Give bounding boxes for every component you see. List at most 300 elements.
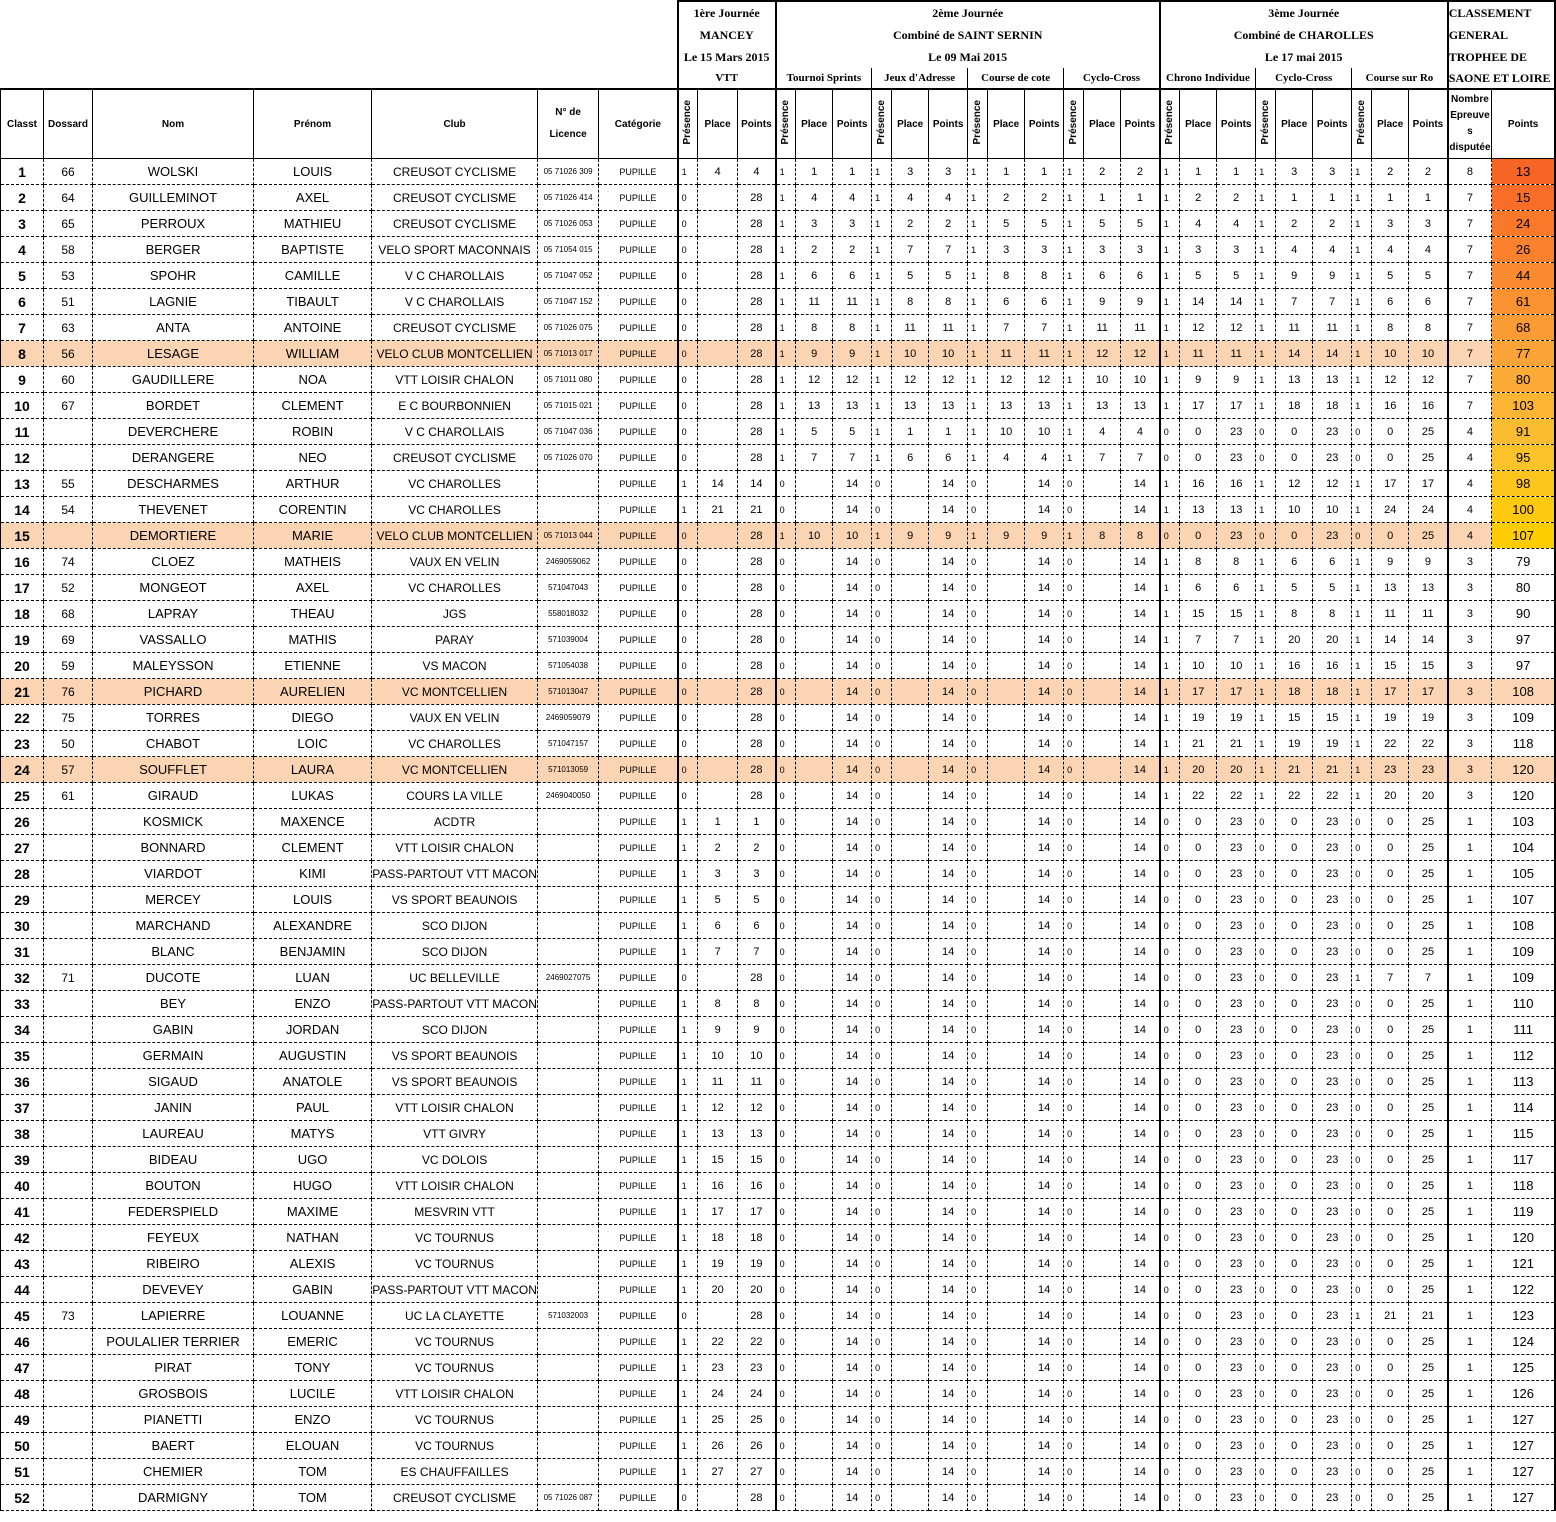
cell-classt: 43 [1, 1251, 44, 1277]
cell-points: 14 [1121, 887, 1160, 913]
cell-presence: 0 [1352, 1277, 1372, 1303]
cell-licence [538, 1251, 599, 1277]
cell-presence: 0 [776, 1017, 796, 1043]
cell-presence: 0 [968, 679, 988, 705]
cell-points: 14 [833, 887, 872, 913]
cell-points: 14 [1121, 1329, 1160, 1355]
cell-place [796, 965, 833, 991]
cell-dossard [44, 1355, 93, 1381]
cell-points: 14 [1121, 1459, 1160, 1485]
col-nombre-line: s [1467, 126, 1473, 137]
cell-points: 23 [1313, 523, 1352, 549]
cell-place [892, 783, 929, 809]
cell-presence: 0 [1064, 1329, 1084, 1355]
cell-presence: 0 [776, 783, 796, 809]
cell-prenom: LOUIS [254, 159, 372, 185]
cell-points: 8 [833, 315, 872, 341]
cell-points: 20 [738, 1277, 776, 1303]
cell-place: 13 [698, 1121, 738, 1147]
cell-dossard: 75 [44, 705, 93, 731]
cell-place [1084, 471, 1121, 497]
cell-points: 4 [1313, 237, 1352, 263]
cell-presence: 0 [872, 1121, 892, 1147]
cell-place [892, 1173, 929, 1199]
cell-presence: 0 [678, 575, 698, 601]
col-total-points: Points [1492, 89, 1555, 159]
cell-place: 10 [892, 341, 929, 367]
cell-place: 0 [1180, 1069, 1217, 1095]
cell-points: 2 [1121, 159, 1160, 185]
cell-presence: 1 [1256, 185, 1276, 211]
cell-presence: 0 [1352, 1017, 1372, 1043]
cell-points: 14 [929, 1407, 968, 1433]
cell-dossard [44, 887, 93, 913]
cell-points: 14 [1121, 939, 1160, 965]
cell-nombre-epreuves: 3 [1448, 627, 1492, 653]
cell-licence [538, 887, 599, 913]
cell-presence: 0 [776, 991, 796, 1017]
cell-total-points: 110 [1492, 991, 1555, 1017]
cell-points: 14 [833, 705, 872, 731]
cell-nom: CLOEZ [93, 549, 254, 575]
cell-prenom: UGO [254, 1147, 372, 1173]
cell-place [988, 861, 1025, 887]
cell-presence: 0 [776, 705, 796, 731]
cell-classt: 38 [1, 1121, 44, 1147]
cell-classt: 30 [1, 913, 44, 939]
cell-club: VELO SPORT MACONNAIS [372, 237, 538, 263]
cell-place [796, 1199, 833, 1225]
cell-categorie: PUPILLE [599, 705, 678, 731]
table-row [1, 1459, 1556, 1485]
cell-presence: 0 [968, 1069, 988, 1095]
cell-place: 1 [892, 419, 929, 445]
cell-presence: 0 [1160, 861, 1180, 887]
cell-prenom: ANATOLE [254, 1069, 372, 1095]
cell-presence: 0 [678, 705, 698, 731]
cell-presence: 0 [1064, 1303, 1084, 1329]
cell-nombre-epreuves: 1 [1448, 1173, 1492, 1199]
col-place: Place [1276, 89, 1313, 159]
col-points: Points [1313, 89, 1352, 159]
cell-presence: 0 [1064, 1199, 1084, 1225]
cell-points: 14 [929, 1199, 968, 1225]
cell-points: 14 [1121, 783, 1160, 809]
cell-place [796, 1017, 833, 1043]
cell-categorie: PUPILLE [599, 523, 678, 549]
cell-categorie: PUPILLE [599, 1329, 678, 1355]
cell-place: 1 [988, 159, 1025, 185]
cell-presence: 1 [1160, 315, 1180, 341]
cell-presence: 0 [1256, 1329, 1276, 1355]
cell-place: 14 [1372, 627, 1409, 653]
cell-place [796, 783, 833, 809]
cell-presence: 0 [1256, 991, 1276, 1017]
cell-presence: 0 [1256, 1043, 1276, 1069]
cell-place [892, 1199, 929, 1225]
cell-points: 6 [1025, 289, 1064, 315]
cell-place [1084, 627, 1121, 653]
table-row [1, 237, 1556, 263]
cell-licence: 05 71047 036 [538, 419, 599, 445]
cell-presence: 0 [968, 575, 988, 601]
cell-presence: 0 [872, 757, 892, 783]
cell-club: PASS-PARTOUT VTT MACON [372, 1277, 538, 1303]
cell-presence: 0 [1256, 1173, 1276, 1199]
cell-nom: GAUDILLERE [93, 367, 254, 393]
cell-prenom: MATHIS [254, 627, 372, 653]
cell-place: 6 [1180, 575, 1217, 601]
cell-points: 20 [1217, 757, 1256, 783]
cell-points: 14 [1025, 1277, 1064, 1303]
cell-categorie: PUPILLE [599, 757, 678, 783]
cell-place [698, 523, 738, 549]
cell-nombre-epreuves: 1 [1448, 861, 1492, 887]
cell-place [892, 1043, 929, 1069]
cell-place [796, 1303, 833, 1329]
cell-club: V C CHAROLLAIS [372, 289, 538, 315]
cell-presence: 1 [776, 315, 796, 341]
cell-club: VC TOURNUS [372, 1329, 538, 1355]
cell-place [698, 237, 738, 263]
cell-place: 14 [1180, 289, 1217, 315]
cell-place: 18 [698, 1225, 738, 1251]
cell-presence: 0 [1160, 1199, 1180, 1225]
cell-licence: 2469040050 [538, 783, 599, 809]
col-place: Place [1180, 89, 1217, 159]
cell-points: 14 [1025, 1329, 1064, 1355]
cell-points: 14 [1025, 939, 1064, 965]
cell-place [1084, 1199, 1121, 1225]
table-row [1, 627, 1556, 653]
cell-place: 13 [988, 393, 1025, 419]
cell-presence: 0 [1064, 1043, 1084, 1069]
cell-presence: 1 [776, 393, 796, 419]
cell-club: VC CHAROLLES [372, 471, 538, 497]
cell-presence: 0 [1064, 1459, 1084, 1485]
cell-nom: ANTA [93, 315, 254, 341]
cell-points: 25 [1409, 835, 1448, 861]
cell-presence: 0 [1160, 1069, 1180, 1095]
cell-place: 17 [1180, 679, 1217, 705]
cell-place [988, 575, 1025, 601]
cell-place [988, 1043, 1025, 1069]
cell-club: V C CHAROLLAIS [372, 263, 538, 289]
col-points: Points [1121, 89, 1160, 159]
cell-presence: 0 [678, 653, 698, 679]
cell-presence: 0 [776, 627, 796, 653]
cell-classt: 27 [1, 835, 44, 861]
cell-points: 19 [1313, 731, 1352, 757]
cell-presence: 0 [678, 237, 698, 263]
cell-points: 8 [1025, 263, 1064, 289]
cell-points: 9 [929, 523, 968, 549]
table-row [1, 289, 1556, 315]
cell-place: 0 [1276, 1147, 1313, 1173]
cell-categorie: PUPILLE [599, 315, 678, 341]
cell-categorie: PUPILLE [599, 1147, 678, 1173]
cell-presence: 0 [872, 601, 892, 627]
cell-presence: 0 [1352, 913, 1372, 939]
cell-points: 14 [929, 679, 968, 705]
cell-presence: 1 [1256, 211, 1276, 237]
cell-points: 14 [1121, 1173, 1160, 1199]
cell-classt: 40 [1, 1173, 44, 1199]
cell-nom: RIBEIRO [93, 1251, 254, 1277]
cell-club: VAUX EN VELIN [372, 705, 538, 731]
j1-event-vtt: VTT [678, 68, 776, 89]
cell-place: 7 [796, 445, 833, 471]
cell-nombre-epreuves: 7 [1448, 367, 1492, 393]
cell-dossard [44, 1485, 93, 1511]
cell-presence: 0 [776, 497, 796, 523]
cell-prenom: WILLIAM [254, 341, 372, 367]
cell-place [1084, 575, 1121, 601]
cell-presence: 0 [1160, 991, 1180, 1017]
cell-presence: 1 [678, 835, 698, 861]
cell-categorie: PUPILLE [599, 1173, 678, 1199]
cell-place: 0 [1372, 1199, 1409, 1225]
cell-total-points: 107 [1492, 523, 1555, 549]
col-place: Place [892, 89, 929, 159]
cell-presence: 0 [776, 1459, 796, 1485]
cell-presence: 0 [1160, 809, 1180, 835]
cell-place: 0 [1372, 1069, 1409, 1095]
cell-presence: 1 [776, 159, 796, 185]
cell-presence: 0 [678, 627, 698, 653]
cell-presence: 1 [1064, 263, 1084, 289]
cell-place [988, 653, 1025, 679]
cell-presence: 0 [1352, 1095, 1372, 1121]
cell-points: 14 [833, 1459, 872, 1485]
cell-categorie: PUPILLE [599, 445, 678, 471]
cell-nombre-epreuves: 3 [1448, 731, 1492, 757]
cell-place [988, 835, 1025, 861]
cell-place [1084, 861, 1121, 887]
cell-place: 3 [1180, 237, 1217, 263]
cell-points: 28 [738, 653, 776, 679]
cell-total-points: 109 [1492, 939, 1555, 965]
cell-place: 6 [988, 289, 1025, 315]
col-presence-label: Présence [972, 100, 984, 145]
cell-classt: 12 [1, 445, 44, 471]
general-line4: SAONE ET LOIRE [1448, 68, 1555, 89]
cell-club: V C CHAROLLAIS [372, 419, 538, 445]
cell-points: 7 [833, 445, 872, 471]
cell-place: 2 [892, 211, 929, 237]
cell-presence: 0 [1256, 1121, 1276, 1147]
cell-place [892, 1277, 929, 1303]
cell-points: 1 [1025, 159, 1064, 185]
cell-presence: 0 [1160, 1251, 1180, 1277]
cell-place [796, 1147, 833, 1173]
cell-points: 14 [833, 471, 872, 497]
cell-presence: 0 [872, 1199, 892, 1225]
cell-place: 0 [1276, 809, 1313, 835]
cell-presence: 0 [776, 1069, 796, 1095]
cell-presence: 0 [1256, 939, 1276, 965]
cell-prenom: AXEL [254, 185, 372, 211]
cell-place [1084, 1225, 1121, 1251]
cell-nombre-epreuves: 1 [1448, 835, 1492, 861]
cell-nom: FEYEUX [93, 1225, 254, 1251]
cell-place [988, 1121, 1025, 1147]
cell-points: 25 [1409, 1277, 1448, 1303]
cell-place [988, 679, 1025, 705]
cell-place [698, 679, 738, 705]
cell-points: 14 [833, 731, 872, 757]
cell-points: 3 [833, 211, 872, 237]
cell-points: 14 [833, 1147, 872, 1173]
cell-presence: 1 [776, 523, 796, 549]
cell-points: 23 [1313, 913, 1352, 939]
cell-nombre-epreuves: 1 [1448, 887, 1492, 913]
cell-total-points: 91 [1492, 419, 1555, 445]
table-row [1, 523, 1556, 549]
cell-points: 23 [1313, 861, 1352, 887]
cell-points: 23 [1217, 1225, 1256, 1251]
cell-presence: 0 [678, 393, 698, 419]
cell-points: 24 [1409, 497, 1448, 523]
cell-points: 16 [1409, 393, 1448, 419]
cell-points: 7 [1121, 445, 1160, 471]
cell-place: 0 [1372, 861, 1409, 887]
cell-place: 0 [1180, 1121, 1217, 1147]
cell-place: 0 [1372, 1407, 1409, 1433]
cell-presence: 1 [1160, 185, 1180, 211]
cell-presence: 1 [1352, 601, 1372, 627]
table-row [1, 1303, 1556, 1329]
cell-points: 25 [1409, 861, 1448, 887]
cell-points: 14 [929, 1017, 968, 1043]
cell-place: 8 [698, 991, 738, 1017]
cell-points: 14 [1025, 965, 1064, 991]
cell-dossard [44, 1199, 93, 1225]
cell-presence: 1 [776, 289, 796, 315]
cell-points: 14 [1217, 289, 1256, 315]
cell-presence: 1 [1064, 211, 1084, 237]
cell-points: 2 [1409, 159, 1448, 185]
cell-presence: 1 [678, 1199, 698, 1225]
cell-dossard [44, 1121, 93, 1147]
cell-place: 4 [698, 159, 738, 185]
cell-nom: CHEMIER [93, 1459, 254, 1485]
cell-place: 1 [1372, 185, 1409, 211]
col-nombre-line: Epreuve [1450, 110, 1490, 121]
cell-place: 8 [1372, 315, 1409, 341]
cell-points: 14 [1121, 1043, 1160, 1069]
cell-points: 14 [1025, 861, 1064, 887]
cell-points: 18 [1313, 679, 1352, 705]
cell-club: CREUSOT CYCLISME [372, 211, 538, 237]
cell-place [1084, 1355, 1121, 1381]
cell-presence: 1 [1256, 549, 1276, 575]
cell-points: 23 [1217, 1147, 1256, 1173]
cell-place [796, 1251, 833, 1277]
j1-line2: MANCEY [678, 24, 776, 46]
cell-presence: 0 [776, 731, 796, 757]
cell-prenom: AUGUSTIN [254, 1043, 372, 1069]
cell-place: 15 [1276, 705, 1313, 731]
table-row [1, 1147, 1556, 1173]
cell-nom: GERMAIN [93, 1043, 254, 1069]
cell-total-points: 95 [1492, 445, 1555, 471]
cell-points: 14 [929, 1225, 968, 1251]
cell-place: 0 [1180, 419, 1217, 445]
cell-place [698, 965, 738, 991]
cell-points: 14 [1025, 1225, 1064, 1251]
cell-total-points: 124 [1492, 1329, 1555, 1355]
cell-place: 1 [1180, 159, 1217, 185]
cell-nom: VASSALLO [93, 627, 254, 653]
cell-prenom: BAPTISTE [254, 237, 372, 263]
cell-licence: 571047157 [538, 731, 599, 757]
cell-nom: VIARDOT [93, 861, 254, 887]
cell-presence: 1 [1160, 237, 1180, 263]
cell-prenom: EMERIC [254, 1329, 372, 1355]
cell-place: 22 [1372, 731, 1409, 757]
cell-nombre-epreuves: 7 [1448, 211, 1492, 237]
table-row [1, 1199, 1556, 1225]
cell-points: 14 [833, 1121, 872, 1147]
cell-presence: 1 [1352, 367, 1372, 393]
cell-categorie: PUPILLE [599, 575, 678, 601]
col-place: Place [698, 89, 738, 159]
cell-place: 16 [1180, 471, 1217, 497]
cell-licence [538, 1277, 599, 1303]
cell-nombre-epreuves: 1 [1448, 1017, 1492, 1043]
cell-nom: TORRES [93, 705, 254, 731]
cell-club: VC CHAROLLES [372, 497, 538, 523]
cell-place: 0 [1372, 1147, 1409, 1173]
cell-nom: LAPIERRE [93, 1303, 254, 1329]
table-row [1, 1121, 1556, 1147]
cell-place: 27 [698, 1459, 738, 1485]
cell-points: 23 [1313, 1173, 1352, 1199]
cell-place: 11 [698, 1069, 738, 1095]
cell-total-points: 97 [1492, 653, 1555, 679]
cell-nombre-epreuves: 3 [1448, 601, 1492, 627]
cell-presence: 1 [1256, 575, 1276, 601]
cell-licence [538, 809, 599, 835]
cell-points: 14 [833, 1303, 872, 1329]
cell-points: 14 [929, 731, 968, 757]
cell-points: 3 [1313, 159, 1352, 185]
cell-points: 14 [1025, 1355, 1064, 1381]
cell-total-points: 113 [1492, 1069, 1555, 1095]
table-row [1, 1043, 1556, 1069]
cell-presence: 0 [1160, 1459, 1180, 1485]
cell-presence: 0 [968, 1459, 988, 1485]
cell-points: 22 [1313, 783, 1352, 809]
cell-place [892, 1329, 929, 1355]
cell-presence: 1 [776, 341, 796, 367]
cell-presence: 0 [872, 1459, 892, 1485]
cell-presence: 0 [1352, 1381, 1372, 1407]
cell-points: 10 [1409, 341, 1448, 367]
cell-points: 5 [1409, 263, 1448, 289]
cell-presence: 0 [776, 679, 796, 705]
cell-categorie: PUPILLE [599, 913, 678, 939]
cell-place: 11 [1084, 315, 1121, 341]
cell-place: 12 [1276, 471, 1313, 497]
cell-presence: 0 [776, 835, 796, 861]
cell-place [892, 939, 929, 965]
cell-place: 9 [1372, 549, 1409, 575]
cell-place: 0 [1180, 1199, 1217, 1225]
cell-dossard [44, 1173, 93, 1199]
cell-points: 14 [1121, 1225, 1160, 1251]
